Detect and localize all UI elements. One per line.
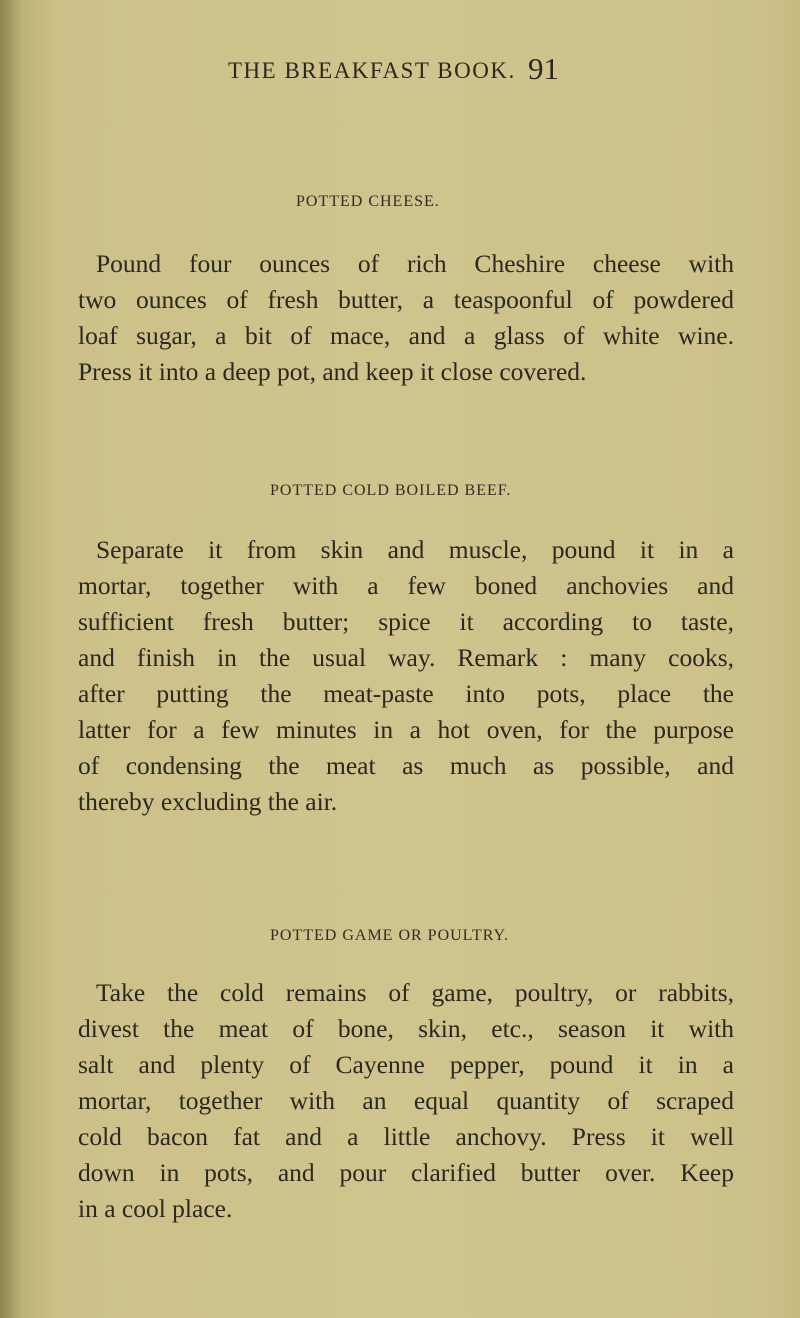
section-heading-potted-game-or-poultry: POTTED GAME OR POULTRY. [270,927,510,944]
section-heading-potted-cold-boiled-beef: POTTED COLD BOILED BEEF. [270,482,512,499]
section-heading-potted-cheese: POTTED CHEESE. [296,193,440,210]
text-line: after putting the meat-paste into pots, place the [78,679,734,708]
text-line: of condensing the meat as much as possible, and [78,751,734,780]
text-line: salt and plenty of Cayenne pepper, pound it in a [78,1050,734,1079]
text-line: cold bacon fat and a little anchovy. Press it well [78,1122,734,1151]
text-line: mortar, together with a few boned anchovies and [78,571,734,600]
text-line: latter for a few minutes in a hot oven, for the purpose [78,715,734,744]
text-line: divest the meat of bone, skin, etc., season it with [78,1014,734,1043]
running-head: THE BREAKFAST BOOK. [228,58,516,83]
text-line: and finish in the usual way. Remark : many cooks, [78,643,734,672]
text-line: down in pots, and pour clarified butter over. Keep [78,1158,734,1187]
text-line: sufficient fresh butter; spice it according to taste, [78,607,734,636]
text-line: Press it into a deep pot, and keep it close covered. [78,357,587,386]
paragraph-potted-cheese [78,246,734,390]
text-line: Take the cold remains of game, poultry, or rabbits, [96,978,734,1007]
text-line: in a cool place. [78,1194,233,1223]
text-line: mortar, together with an equal quantity of scraped [78,1086,734,1115]
text-line: thereby excluding the air. [78,787,338,816]
text-line: Separate it from skin and muscle, pound it in a [96,535,734,564]
text-line: loaf sugar, a bit of mace, and a glass of white wine. [78,321,734,350]
paragraph-potted-cold-boiled-beef [78,532,734,820]
text-line: Pound four ounces of rich Cheshire cheese with [96,249,734,278]
spine-shadow [0,0,22,1318]
paragraph-potted-game-or-poultry [78,975,734,1227]
page-number: 91 [528,51,559,86]
text-line: two ounces of fresh butter, a teaspoonful of powdered [78,285,734,314]
